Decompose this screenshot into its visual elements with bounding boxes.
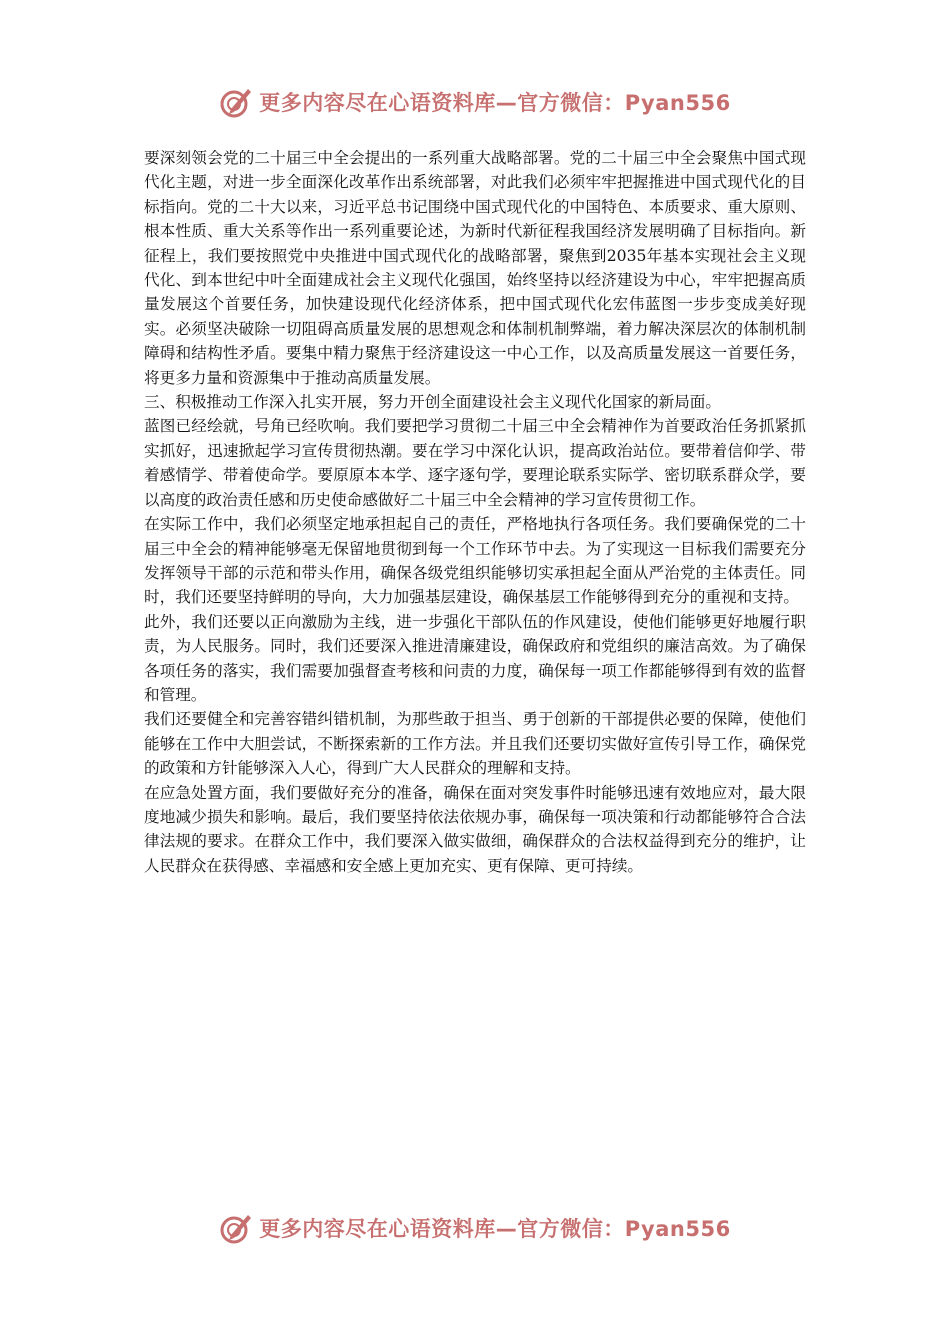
paragraph-3: 在实际工作中，我们必须坚定地承担起自己的责任，严格地执行各项任务。我们要确保党的二十届三中全会的精神能够毫无保留地贯彻到每一个工作环节中去。为了实现这一目标我们需要充分发挥领导干部的示范和带头作用，确保各级党组织能够切实承担起全面从严治党的主体责任。同时，我们还要坚持鲜明的导向，大力加强基层建设，确保基层工作能够得到充分的重视和支持。 (144, 515, 806, 607)
pen-circle-logo-icon (219, 1211, 253, 1245)
footer-watermark-text: 更多内容尽在心语资料库—官方微信：Pyan556 (259, 1217, 731, 1241)
document-body (144, 146, 806, 878)
pen-circle-logo-icon (219, 85, 253, 119)
paragraph-4: 此外，我们还要以正向激励为主线，进一步强化干部队伍的作风建设，使他们能够更好地履行职责，为人民服务。同时，我们还要深入推进清廉建设，确保政府和党组织的廉洁高效。为了确保各项任务的落实，我们需要加强督查考核和问责的力度，确保每一项工作都能够得到有效的监督和管理。 (144, 612, 806, 704)
paragraph-1: 要深刻领会党的二十届三中全会提出的一系列重大战略部署。党的二十届三中全会聚焦中国式现代化主题，对进一步全面深化改革作出系统部署，对此我们必须牢牢把握推进中国式现代化的目标指向。党的二十大以来，习近平总书记围绕中国式现代化的中国特色、本质要求、重大原则、根本性质、重大关系等作出一系列重要论述，为新时代新征程我国经济发展明确了目标指向。新征程上，我们要按照党中央推进中国式现代化的战略部署，聚焦到2035年基本实现社会主义现代化、到本世纪中叶全面建成社会主义现代化强国，始终坚持以经济建设为中心，牢牢把握高质量发展这个首要任务，加快建设现代化经济体系，把中国式现代化宏伟蓝图一步步变成美好现实。必须坚决破除一切阻碍高质量发展的思想观念和体制机制弊端，着力解决深层次的体制机制障碍和结构性矛盾。要集中精力聚焦于经济建设这一中心工作，以及高质量发展这一首要任务，将更多力量和资源集中于推动高质量发展。 (144, 149, 806, 387)
section-heading-3: 三、积极推动工作深入扎实开展，努力开创全面建设社会主义现代化国家的新局面。 (144, 393, 721, 412)
header-watermark-text: 更多内容尽在心语资料库—官方微信：Pyan556 (259, 91, 731, 115)
paragraph-6: 在应急处置方面，我们要做好充分的准备，确保在面对突发事件时能够迅速有效地应对，最大限度地减少损失和影响。最后，我们要坚持依法依规办事，确保每一项决策和行动都能够符合合法律法规的要求。在群众工作中，我们要深入做实做细，确保群众的合法权益得到充分的维护，让人民群众在获得感、幸福感和安全感上更加充实、更有保障、更可持续。 (144, 783, 806, 875)
header-watermark-banner (0, 82, 950, 122)
paragraph-2: 蓝图已经绘就，号角已经吹响。我们要把学习贯彻二十届三中全会精神作为首要政治任务抓紧抓实抓好，迅速掀起学习宣传贯彻热潮。要在学习中深化认识，提高政治站位。要带着信仰学、带着感情学、带着使命学。要原原本本学、逐字逐句学，要理论联系实际学、密切联系群众学，要以高度的政治责任感和历史使命感做好二十届三中全会精神的学习宣传贯彻工作。 (144, 417, 806, 509)
paragraph-5: 我们还要健全和完善容错纠错机制，为那些敢于担当、勇于创新的干部提供必要的保障，使他们能够在工作中大胆尝试，不断探索新的工作方法。并且我们还要切实做好宣传引导工作，确保党的政策和方针能够深入人心，得到广大人民群众的理解和支持。 (144, 710, 806, 778)
footer-watermark-banner (0, 1208, 950, 1248)
